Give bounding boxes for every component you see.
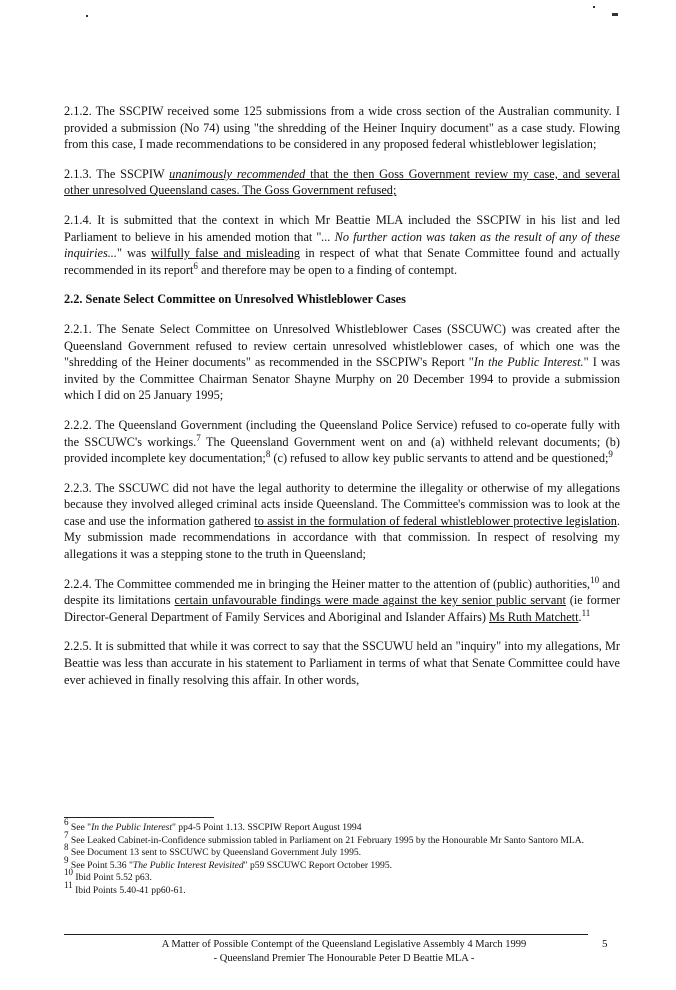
footnote: $^{10}$ Ibid Point 5.52 p63. — [64, 867, 152, 884]
footnote-ref: 6 — [193, 260, 198, 271]
footer-divider — [64, 934, 588, 935]
scan-speck — [86, 15, 88, 17]
paragraph-2-2-1: 2.2.1. The Senate Select Committee on Unresolved Whistleblower Cases (SSCUWC) was created after the Queensland Government refused to review certain unresolved whistleblower cases, of which one was the "shredding of the Heiner documents" as recommended in the SSCPIW's Report "In the Public Interest." I was invited by the Committee Chairman Senator Shayne Murphy on 20 December 1994 to provide a submission which I did on 25 January 1995; — [64, 321, 620, 403]
footnote: $^6$ See "In the Public Interest" pp4-5 Point 1.13. SSCPIW Report August 1994 — [64, 817, 362, 833]
footer-title: A Matter of Possible Contempt of the Queensland Legislative Assembly 4 March 1999 — [161, 939, 527, 950]
page-footer — [64, 938, 624, 966]
footnote-ref: 9 — [608, 449, 613, 460]
paragraph-2-1-2: 2.1.2. The SSCPIW received some 125 submissions from a wide cross section of the Australian community. I provided a submission (No 74) using "the shredding of the Heiner Inquiry document" as a case study. Flowing from this case, I made recommendations to be considered in any proposed federal whistleblower legislation; — [64, 104, 620, 152]
footnote: $^9$ See Point 5.36 "The Public Interest Revisited" p59 SSCUWC Report October 1995. — [64, 854, 393, 871]
footnote: $^{11}$ Ibid Points 5.40-41 pp60-61. — [64, 879, 186, 896]
scan-speck — [593, 6, 595, 8]
footnote: $^7$ See Leaked Cabinet-in-Confidence submission tabled in Parliament on 21 February 1995 by the Honourable Mr Santo Santoro MLA. — [64, 829, 585, 846]
paragraph-2-2-3: 2.2.3. The SSCUWC did not have the legal authority to determine the illegality or otherwise of my allegations because they involved alleged criminal acts inside Queensland. The Committee's commission was to look at the case and use the information gathered to assist in the formulation of federal whistleblower protective legislation. My submission made recommendations in accordance with that commission. In respect of resolving my allegations it was a stepping stone to the truth in Queensland; — [64, 480, 620, 562]
footnote-ref: 11 — [581, 607, 591, 618]
footnote-divider — [64, 817, 214, 818]
paragraph-2-2-5: 2.2.5. It is submitted that while it was correct to say that the SSCUWU held an "inquiry" into my allegations, Mr Beattie was less than accurate in his statement to Parliament in terms of what that Senate Committee could have ever achieved in finally resolving this affair. In other words, — [64, 639, 620, 687]
footer-subtitle: - Queensland Premier The Honourable Peter D Beattie MLA - — [213, 953, 475, 964]
footnote: $^8$ See Document 13 sent to SSCUWC by Queensland Government July 1995. — [64, 842, 362, 859]
footnote-ref: 10 — [590, 574, 600, 585]
section-heading: 2.2. Senate Select Committee on Unresolved Whistleblower Cases — [64, 292, 406, 307]
scan-speck — [612, 13, 618, 16]
paragraph-2-2-4: 2.2.4. The Committee commended me in bringing the Heiner matter to the attention of (public) authorities,$^{10}$ and despite its limitations certain unfavourable findings were made against the key senior public servant (ie former Director-General Department of Family Services and Aboriginal and Islander Affairs) Ms Ruth Matchett.$^{11}$ — [64, 574, 620, 624]
footnote-ref: 8 — [265, 449, 271, 460]
footnote-ref: 7 — [196, 432, 201, 443]
paragraph-2-2-2: 2.2.2. The Queensland Government (including the Queensland Police Service) refused to co-operate fully with the SSCUWC's workings.$^7$ The Queensland Government went on and (a) withheld relevant documents; (b) provided incomplete key documentation;$^8$ (c) refused to allow key public servants to attend and be questioned;$^9$ — [64, 417, 620, 466]
footnotes — [64, 817, 624, 898]
page-number: 5 — [602, 938, 608, 950]
paragraph-2-1-3: 2.1.3. The SSCPIW unanimously recommended that the then Goss Government review my case, and several other unresolved Queensland cases. The Goss Government refused; — [64, 166, 621, 198]
paragraph-2-1-4: 2.1.4. It is submitted that the context in which Mr Beattie MLA included the SSCPIW in his list and led Parliament to believe in his amended motion that "... No further action was taken as the result of any of these inquiries..." was wilfully false and misleading in respect of what that Senate Committee found and actually recommended in its report$^6$ and therefore may be open to a finding of contempt. — [64, 212, 620, 277]
body-text — [64, 103, 620, 701]
